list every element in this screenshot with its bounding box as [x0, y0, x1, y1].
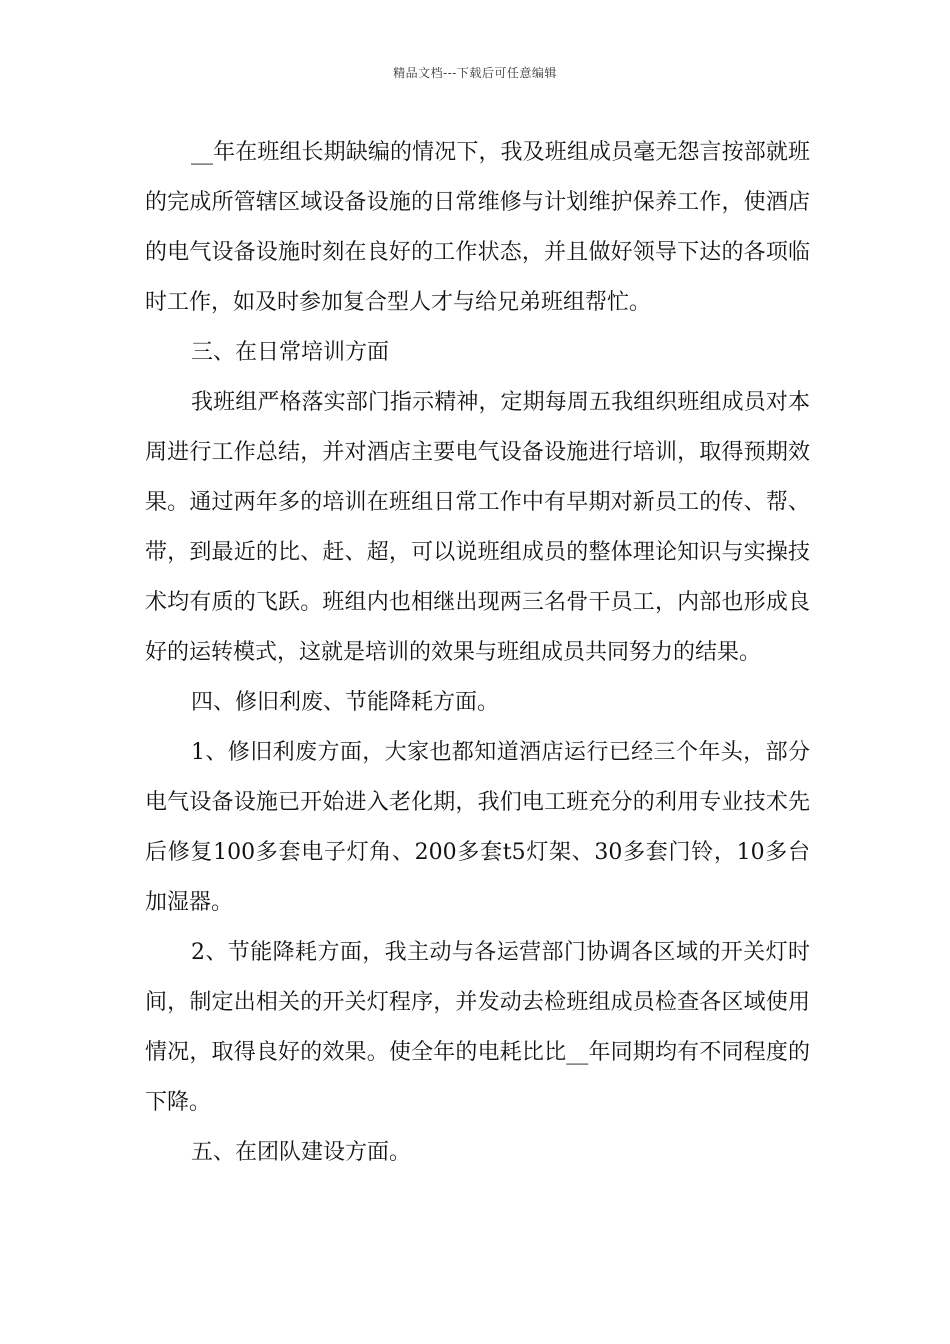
document-body	[145, 128, 810, 1178]
heading-team-building: 五、在团队建设方面。	[191, 1140, 412, 1165]
paragraph-energy-saving: 2、节能降耗方面，我主动与各运营部门协调各区域的开关灯时间，制定出相关的开关灯程序，并发动去检班组成员检查各区域使用情况，取得良好的效果。使全年的电耗比比__年同期均有不同程度的下降。	[145, 940, 810, 1115]
heading-daily-training: 三、在日常培训方面	[191, 340, 390, 365]
page-header: 精品文档---下载后可任意编辑	[393, 66, 557, 80]
heading-recycling-energy: 四、修旧利废、节能降耗方面。	[191, 690, 500, 715]
paragraph-recycling: 1、修旧利废方面，大家也都知道酒店运行已经三个年头，部分电气设备设施已开始进入老化期，我们电工班充分的利用专业技术先后修复100多套电子灯角、200多套t5灯架、30多套门铃，10多台加湿器。	[145, 740, 810, 915]
paragraph-training-details: 我班组严格落实部门指示精神，定期每周五我组织班组成员对本周进行工作总结，并对酒店主要电气设备设施进行培训，取得预期效果。通过两年多的培训在班组日常工作中有早期对新员工的传、帮、带，到最近的比、赶、超，可以说班组成员的整体理论知识与实操技术均有质的飞跃。班组内也相继出现两三名骨干员工，内部也形成良好的运转模式，这就是培训的效果与班组成员共同努力的结果。	[145, 390, 810, 665]
paragraph-team-maintenance: __年在班组长期缺编的情况下，我及班组成员毫无怨言按部就班的完成所管辖区域设备设施的日常维修与计划维护保养工作，使酒店的电气设备设施时刻在良好的工作状态，并且做好领导下达的各项临时工作，如及时参加复合型人才与给兄弟班组帮忙。	[145, 140, 810, 315]
